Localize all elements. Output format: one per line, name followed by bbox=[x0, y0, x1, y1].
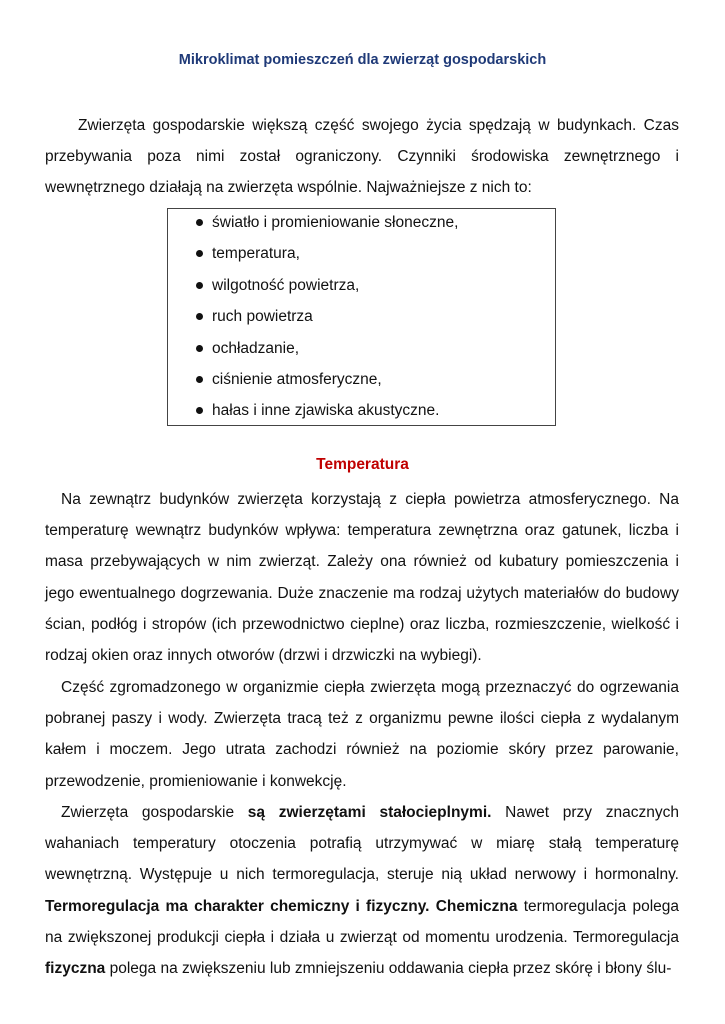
bold-phrase: Termoregulacja ma charakter chemiczny i fizyczny. Chemiczna bbox=[45, 897, 518, 915]
intro-paragraph: Zwierzęta gospodarskie większą część swojego życia spędzają w budynkach. Czas przebywania poza nimi został ograniczony. Czynniki środowiska zewnętrznego i wewnętrznego działają na zwierzęta wspólnie. Najważniejsze z nich to: bbox=[45, 117, 679, 197]
bold-phrase: są zwierzętami stałocieplnymi. bbox=[247, 804, 492, 821]
list-item: światło i promieniowanie słoneczne, bbox=[196, 207, 458, 238]
bullet-icon bbox=[196, 219, 203, 226]
list-item: ochładzanie, bbox=[196, 333, 458, 364]
document-title: Mikroklimat pomieszczeń dla zwierząt gospodarskich bbox=[178, 52, 547, 68]
factors-box bbox=[167, 208, 556, 426]
temperature-paragraph-3: Zwierzęta gospodarskie są zwierzętami stałocieplnymi. Nawet przy znacznych wahaniach temperatury otoczenia potrafią utrzymywać w miarę stałą temperaturę wewnętrzną. Występuje u nich termoregulacja, steruje nią układ nerwowy i hormonalny. Termoregulacja ma charakter chemiczny i fizyczny. Chemiczna termoregulacja polega na zwiększonej produkcji ciepła i działa u zwierząt od momentu urodzenia. Termoregulacja fizyczna polega na zwiększeniu lub zmniejszeniu oddawania ciepła przez skórę i błony ślu- bbox=[45, 804, 679, 978]
list-item: temperatura, bbox=[196, 238, 458, 269]
bullet-icon bbox=[196, 407, 203, 414]
temperature-paragraph-1: Na zewnątrz budynków zwierzęta korzystają z ciepła powietrza atmosferycznego. Na temperaturę wewnątrz budynków wpływa: temperatura zewnętrzna oraz gatunek, liczba i masa przebywających w nim zwierząt. Zależy ona również od kubatury pomieszczenia i jego ewentualnego dogrzewania. Duże znaczenie ma rodzaj użytych materiałów do budowy ścian, podłóg i stropów (ich przewodnictwo cieplne) oraz liczba, rozmieszczenie, wielkość i rodzaj okien oraz innych otworów (drzwi i drzwiczki na wybiegi). bbox=[45, 491, 679, 665]
section-heading: Temperatura bbox=[316, 456, 409, 473]
bullet-icon bbox=[196, 313, 203, 320]
bullet-icon bbox=[196, 250, 203, 257]
bold-phrase: fizyczna bbox=[45, 960, 106, 978]
bullet-icon bbox=[196, 376, 203, 383]
list-item: hałas i inne zjawiska akustyczne. bbox=[196, 395, 458, 426]
bullet-icon bbox=[196, 345, 203, 352]
factors-list bbox=[196, 207, 458, 427]
bullet-icon bbox=[196, 282, 203, 289]
list-item: ruch powietrza bbox=[196, 301, 458, 332]
list-item: wilgotność powietrza, bbox=[196, 270, 458, 301]
list-item: ciśnienie atmosferyczne, bbox=[196, 364, 458, 395]
temperature-paragraph-2: Część zgromadzonego w organizmie ciepła zwierzęta mogą przeznaczyć do ogrzewania pobranej paszy i wody. Zwierzęta tracą też z organizmu pewne ilości ciepła z wydalanym kałem i moczem. Jego utrata zachodzi również na poziomie skóry przez parowanie, przewodzenie, promieniowanie i konwekcję. bbox=[45, 679, 679, 790]
